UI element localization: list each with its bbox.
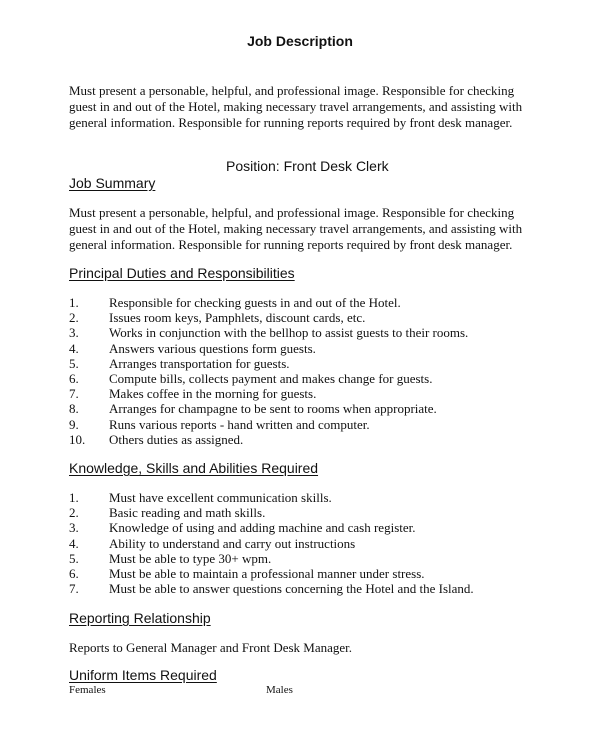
item-text: Arranges transportation for guests. xyxy=(109,355,290,371)
document-title: Job Description xyxy=(247,33,353,49)
item-number: 2. xyxy=(69,505,79,521)
list-item xyxy=(69,536,474,551)
item-number: 3. xyxy=(69,520,79,536)
item-text: Issues room keys, Pamphlets, discount cards, etc. xyxy=(109,310,366,326)
intro-paragraph xyxy=(69,83,539,131)
item-number: 6. xyxy=(69,566,79,582)
list-item xyxy=(69,490,474,505)
list-item xyxy=(69,566,474,581)
intro-line: general information. Responsible for running reports required by front desk manager. xyxy=(69,115,513,130)
list-item xyxy=(69,401,468,416)
skills-list xyxy=(69,490,474,596)
reporting-text: Reports to General Manager and Front Desk Manager. xyxy=(69,640,353,655)
summary-line: Must present a personable, helpful, and professional image. Responsible for checking xyxy=(69,205,515,220)
item-text: Answers various questions form guests. xyxy=(109,340,316,356)
list-item xyxy=(69,581,474,596)
item-number: 1. xyxy=(69,490,79,505)
list-item xyxy=(69,310,468,325)
list-item xyxy=(69,432,468,447)
males-label: Males xyxy=(266,684,293,696)
item-text: Others duties as assigned. xyxy=(109,431,244,447)
summary-line: guest in and out of the Hotel, making necessary travel arrangements, and assisting with xyxy=(69,221,523,236)
item-text: Arranges for champagne to be sent to rooms when appropriate. xyxy=(109,401,437,417)
item-text: Must be able to answer questions concerning the Hotel and the Island. xyxy=(109,581,474,597)
item-text: Works in conjunction with the bellhop to assist guests to their rooms. xyxy=(109,325,469,341)
item-text: Runs various reports - hand written and computer. xyxy=(109,416,370,432)
item-number: 4. xyxy=(69,340,79,356)
item-number: 7. xyxy=(69,581,79,597)
item-number: 2. xyxy=(69,310,79,326)
duties-heading: Principal Duties and Responsibilities xyxy=(69,265,295,281)
skills-heading: Knowledge, Skills and Abilities Required xyxy=(69,460,319,476)
item-number: 4. xyxy=(69,535,79,551)
list-item xyxy=(69,551,474,566)
intro-line: Must present a personable, helpful, and professional image. Responsible for checking xyxy=(69,83,515,98)
item-text: Ability to understand and carry out instructions xyxy=(109,535,356,551)
reporting-heading: Reporting Relationship xyxy=(69,610,211,626)
job-summary-paragraph xyxy=(69,205,539,253)
list-item xyxy=(69,520,474,535)
list-item xyxy=(69,341,468,356)
position-title: Position: Front Desk Clerk xyxy=(226,158,389,174)
item-text: Knowledge of using and adding machine and cash register. xyxy=(109,520,416,536)
duties-list xyxy=(69,295,468,447)
item-number: 5. xyxy=(69,550,79,566)
item-number: 6. xyxy=(69,371,79,387)
item-number: 9. xyxy=(69,416,79,432)
item-text: Responsible for checking guests in and out of the Hotel. xyxy=(109,295,401,310)
intro-line: guest in and out of the Hotel, making necessary travel arrangements, and assisting with xyxy=(69,99,523,114)
list-item xyxy=(69,356,468,371)
item-number: 5. xyxy=(69,355,79,371)
item-text: Basic reading and math skills. xyxy=(109,505,266,521)
list-item xyxy=(69,505,474,520)
list-item xyxy=(69,371,468,386)
item-number: 8. xyxy=(69,401,79,417)
list-item xyxy=(69,386,468,401)
item-number: 1. xyxy=(69,295,79,310)
item-number: 10. xyxy=(69,431,86,447)
item-text: Compute bills, collects payment and makes change for guests. xyxy=(109,371,433,387)
item-number: 3. xyxy=(69,325,79,341)
item-text: Must have excellent communication skills. xyxy=(109,490,332,505)
item-text: Makes coffee in the morning for guests. xyxy=(109,386,317,402)
list-item xyxy=(69,325,468,340)
list-item xyxy=(69,417,468,432)
job-summary-heading: Job Summary xyxy=(69,175,156,191)
item-number: 7. xyxy=(69,386,79,402)
item-text: Must be able to maintain a professional manner under stress. xyxy=(109,566,425,582)
females-label: Females xyxy=(69,684,106,696)
item-text: Must be able to type 30+ wpm. xyxy=(109,550,272,566)
list-item xyxy=(69,295,468,310)
uniform-heading: Uniform Items Required xyxy=(69,667,217,683)
summary-line: general information. Responsible for running reports required by front desk manager. xyxy=(69,237,513,252)
